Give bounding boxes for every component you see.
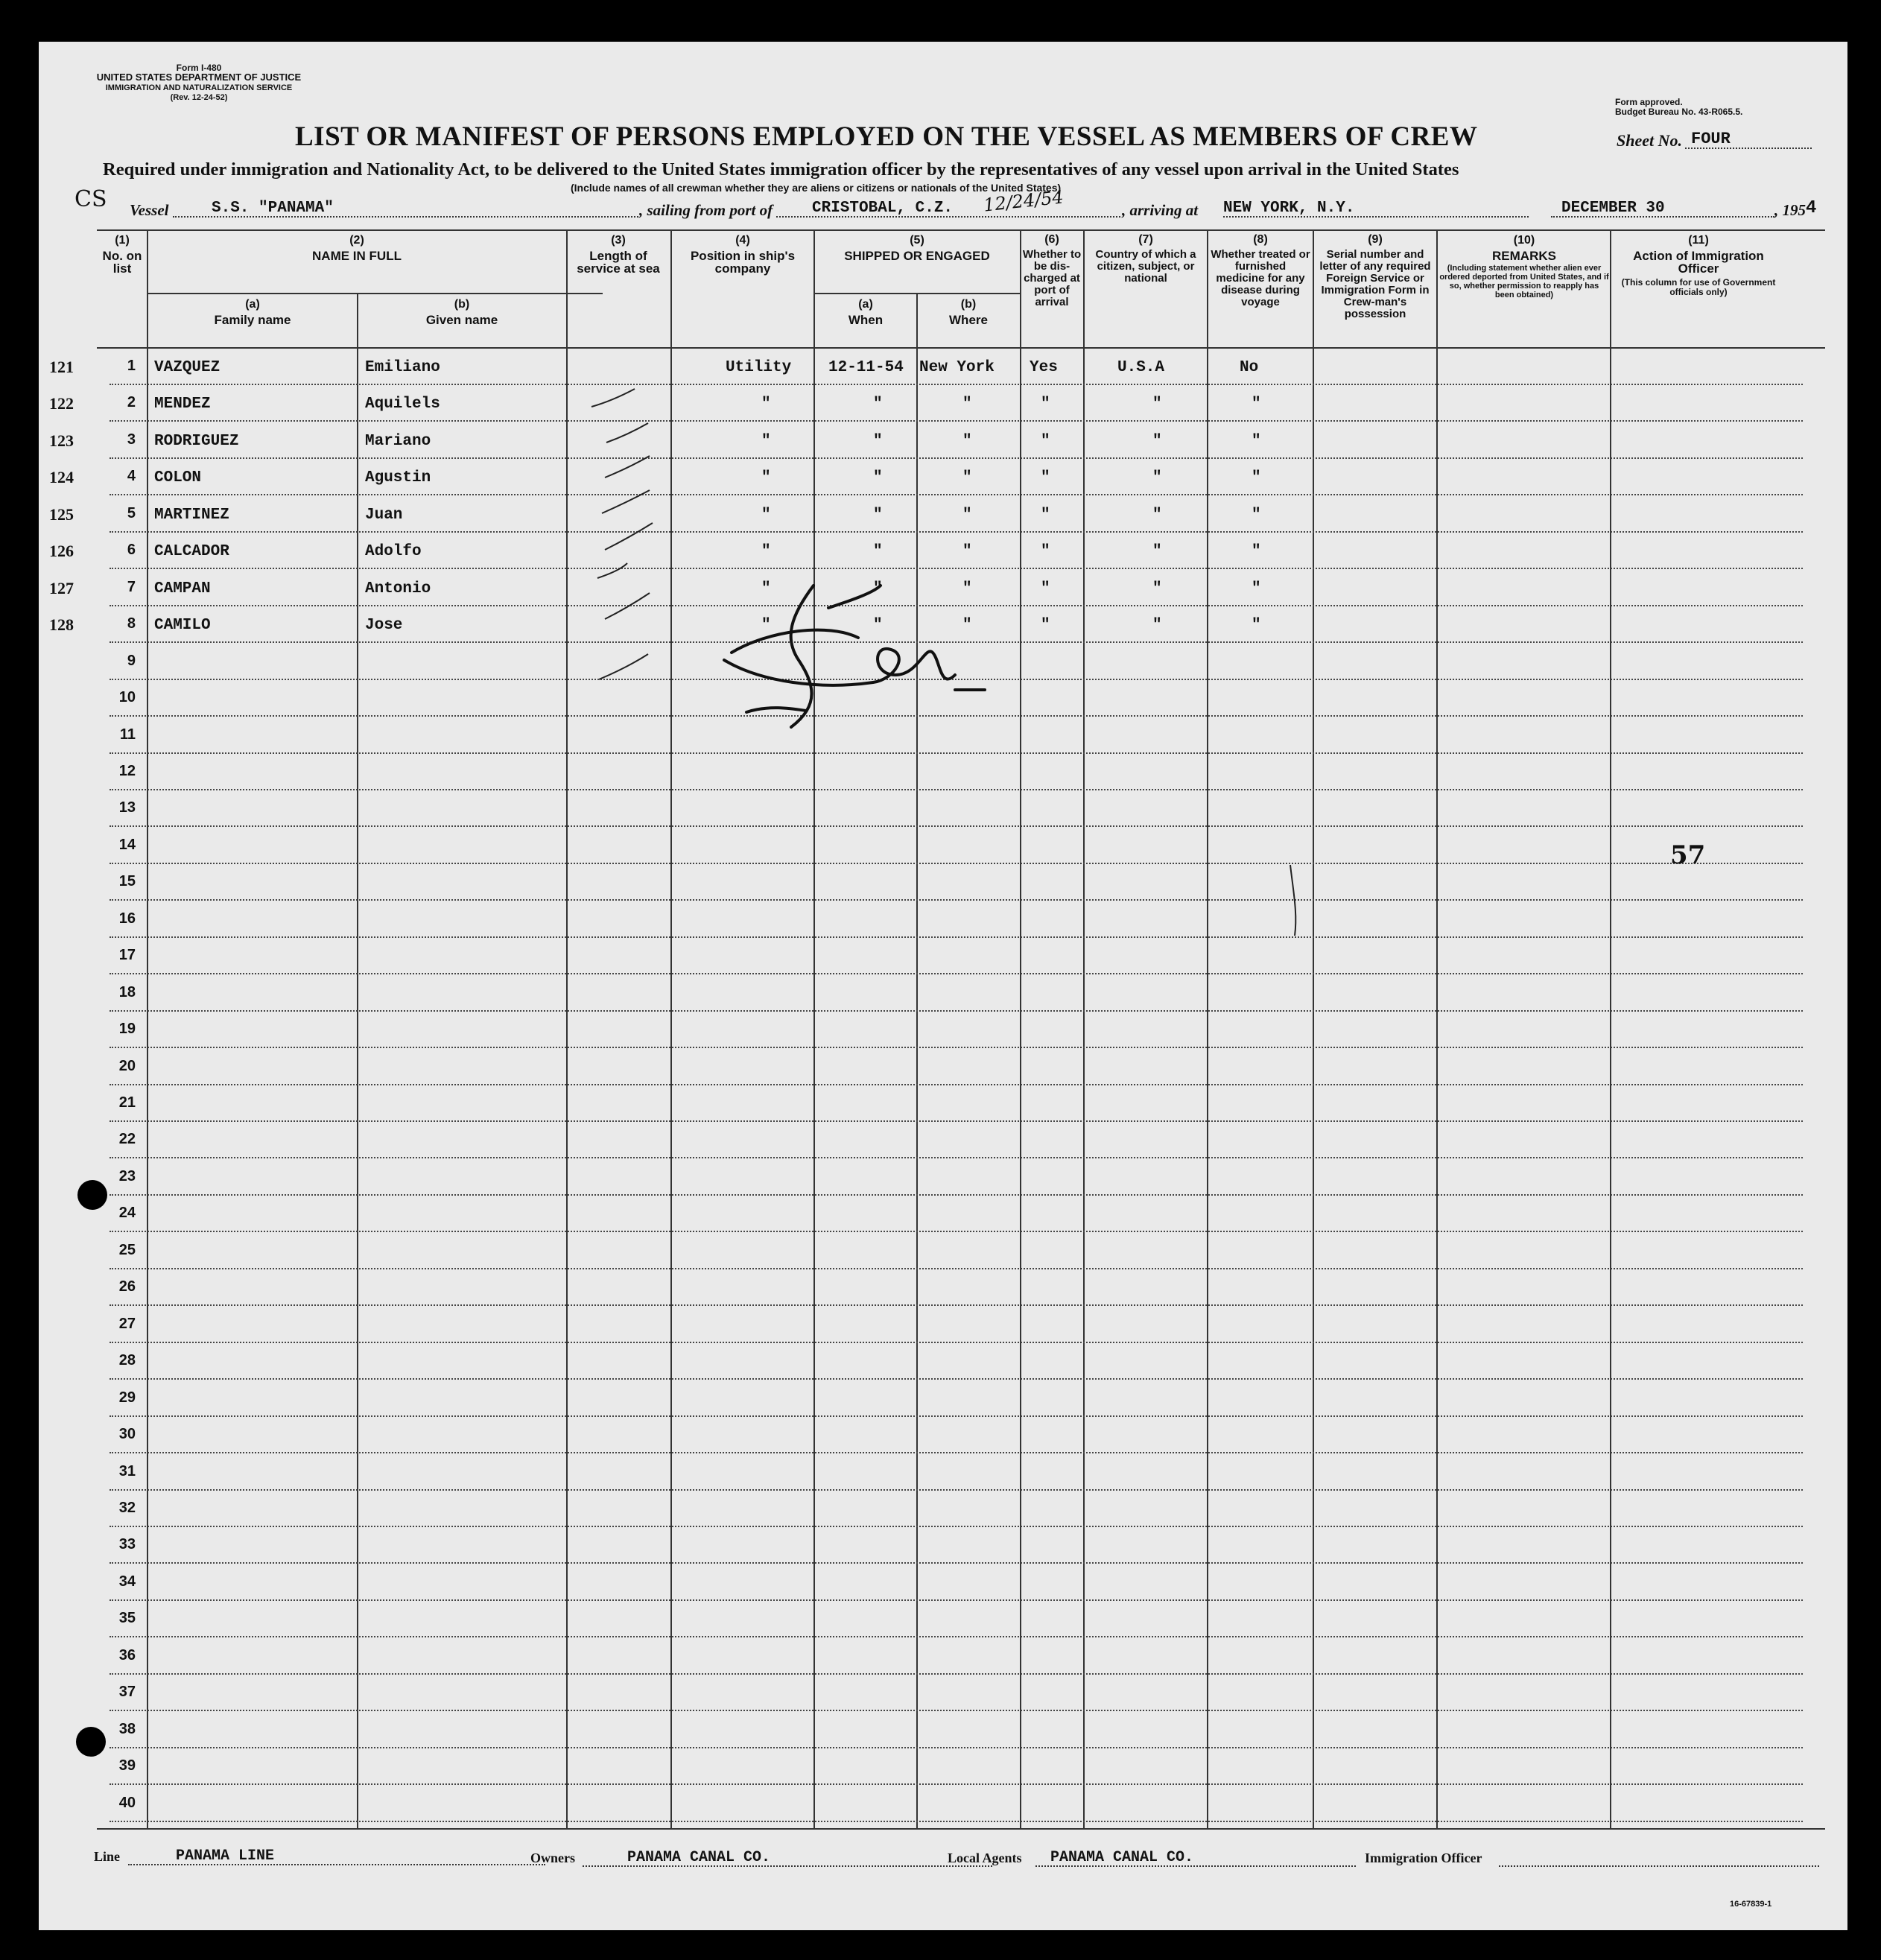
col-header-where: (b) Where <box>949 298 988 327</box>
row-number: 22 <box>118 1131 136 1148</box>
family-name-cell: RODRIGUEZ <box>154 432 239 450</box>
table-bottom-border <box>97 1828 1825 1830</box>
handwritten-sequence-number: 125 <box>49 504 74 524</box>
owners-label: Owners <box>530 1850 575 1865</box>
immigration-officer-label: Immigration Officer <box>1365 1850 1482 1865</box>
medicine-cell: " <box>1252 506 1261 524</box>
row-number: 17 <box>118 947 136 964</box>
when-cell: " <box>873 617 883 635</box>
when-cell: " <box>873 432 883 450</box>
table-row <box>39 1748 1847 1785</box>
col-header-shipped: (5) SHIPPED OR ENGAGED <box>844 234 990 263</box>
where-cell: " <box>962 506 972 524</box>
given-name-cell: Mariano <box>365 432 431 450</box>
country-cell: " <box>1152 580 1162 597</box>
row-number: 38 <box>118 1720 136 1737</box>
family-name-cell: MARTINEZ <box>154 506 229 524</box>
medicine-cell: No <box>1240 359 1259 376</box>
discharge-cell: " <box>1041 580 1050 597</box>
table-row <box>39 422 1847 459</box>
owners-value: PANAMA CANAL CO. <box>627 1849 771 1866</box>
row-number: 36 <box>118 1646 136 1664</box>
service-name: IMMIGRATION AND NATURALIZATION SERVICE <box>105 83 293 92</box>
table-row <box>39 496 1847 533</box>
family-name-cell: CAMILO <box>154 617 211 635</box>
position-cell: " <box>761 543 771 561</box>
table-row <box>39 1417 1847 1453</box>
row-number: 23 <box>118 1167 136 1184</box>
form-subtitle: Required under immigration and Nationality Act, to be delivered to the United States immigration officer by the representatives of any vessel upon arrival in the United States <box>103 159 1459 180</box>
row-number: 21 <box>118 1094 136 1111</box>
when-cell: " <box>873 506 883 524</box>
row-number: 35 <box>118 1610 136 1627</box>
position-cell: " <box>761 506 771 524</box>
family-name-cell: VAZQUEZ <box>154 359 221 376</box>
row-number: 30 <box>118 1426 136 1443</box>
year-digit: 4 <box>1806 198 1817 218</box>
row-number: 16 <box>118 910 136 927</box>
where-cell: " <box>962 617 972 635</box>
arriving-label: , arriving at <box>1122 201 1199 219</box>
table-row <box>39 1343 1847 1380</box>
col-header-no: (1) No. on list <box>102 234 142 276</box>
handwritten-sequence-number: 127 <box>49 578 74 597</box>
given-name-cell: Jose <box>365 617 403 635</box>
discharge-cell: Yes <box>1030 359 1058 376</box>
arrival-date: DECEMBER 30 <box>1561 200 1665 217</box>
given-name-cell: Aquilels <box>365 396 440 413</box>
table-row <box>39 1675 1847 1711</box>
row-number: 39 <box>118 1757 136 1775</box>
line-value: PANAMA LINE <box>176 1848 275 1865</box>
where-cell: " <box>962 469 972 487</box>
punch-hole <box>76 1727 106 1757</box>
family-name-cell: COLON <box>154 469 202 487</box>
row-number: 15 <box>118 873 136 890</box>
table-row <box>39 349 1847 385</box>
discharge-cell: " <box>1041 469 1050 487</box>
table-row <box>39 1307 1847 1343</box>
col-header-immigration-action: (11) Action of Immigration Officer (This column for use of Government officials only) <box>1621 234 1776 297</box>
given-name-cell: Juan <box>365 506 403 524</box>
row-number: 34 <box>118 1573 136 1590</box>
local-agents-label: Local Agents <box>948 1850 1022 1865</box>
table-row <box>39 1601 1847 1637</box>
margin-handwritten-mark: CS <box>74 186 107 212</box>
position-cell: " <box>761 432 771 450</box>
row-number: 9 <box>127 652 136 669</box>
when-cell: " <box>873 543 883 561</box>
where-cell: New York <box>919 359 995 376</box>
given-name-cell: Agustin <box>365 469 431 487</box>
position-cell: " <box>761 469 771 487</box>
medicine-cell: " <box>1252 432 1261 450</box>
year-prefix: , 195 <box>1774 201 1806 219</box>
country-cell: " <box>1152 396 1162 413</box>
col-header-family-name: (a) Family name <box>214 298 291 327</box>
handwritten-signature <box>702 578 1000 742</box>
form-note: (Include names of all crewman whether they are aliens or citizens or nationals of the United States) <box>571 182 1062 194</box>
row-number: 14 <box>118 836 136 853</box>
table-row <box>39 1712 1847 1748</box>
table-row <box>39 1269 1847 1306</box>
table-row <box>39 385 1847 422</box>
medicine-cell: " <box>1252 396 1261 413</box>
row-number: 5 <box>127 504 136 521</box>
row-number: 29 <box>118 1389 136 1406</box>
row-number: 32 <box>118 1499 136 1516</box>
row-number: 13 <box>118 799 136 816</box>
position-cell: Utility <box>726 359 792 376</box>
row-number: 25 <box>118 1241 136 1258</box>
row-number: 27 <box>118 1315 136 1332</box>
row-number: 40 <box>118 1794 136 1811</box>
row-number: 7 <box>127 578 136 595</box>
discharge-cell: " <box>1041 432 1050 450</box>
row-number: 11 <box>119 726 136 743</box>
sheet-label: Sheet No. <box>1617 131 1682 150</box>
handwritten-sequence-number: 124 <box>49 468 74 487</box>
col-header-remarks: (10) REMARKS (Including statement whether alien ever ordered deported from United States, and if so, whether permission to reapply has been obtained) <box>1439 234 1609 299</box>
country-cell: " <box>1152 506 1162 524</box>
table-row <box>39 1527 1847 1564</box>
col-header-serial-number: (9) Serial number and letter of any required Foreign Service or Immigration Form in Crew-man's possession <box>1319 233 1431 320</box>
row-number: 8 <box>127 615 136 632</box>
col-header-position: (4) Position in ship's company <box>690 234 796 276</box>
where-cell: " <box>962 543 972 561</box>
table-row <box>39 938 1847 974</box>
handwritten-sequence-number: 121 <box>49 358 74 376</box>
country-cell: " <box>1152 617 1162 635</box>
family-name-cell: CALCADOR <box>154 543 229 561</box>
col-header-length-of-service: (3) Length of service at sea <box>577 234 660 276</box>
where-cell: " <box>962 396 972 413</box>
row-number: 6 <box>127 542 136 559</box>
country-cell: U.S.A <box>1117 359 1165 376</box>
row-number: 26 <box>118 1278 136 1295</box>
col-header-country: (7) Country of which a citizen, subject, or national <box>1095 233 1196 285</box>
vessel-name: S.S. "PANAMA" <box>212 200 334 217</box>
table-row <box>39 864 1847 901</box>
row-number: 20 <box>118 1057 136 1074</box>
col-header-name: (2) NAME IN FULL <box>312 234 402 263</box>
stray-pen-mark <box>1275 861 1305 943</box>
row-number: 12 <box>118 762 136 779</box>
form-code: 16-67839-1 <box>1730 1900 1772 1909</box>
line-label: Line <box>94 1849 121 1864</box>
table-row <box>39 828 1847 864</box>
row-number: 28 <box>118 1352 136 1369</box>
row-number: 33 <box>118 1536 136 1553</box>
where-cell: " <box>962 580 972 597</box>
handwritten-sequence-number: 122 <box>49 394 74 413</box>
discharge-cell: " <box>1041 617 1050 635</box>
row-number: 24 <box>118 1205 136 1222</box>
table-row <box>39 790 1847 827</box>
table-row <box>39 459 1847 495</box>
when-cell: 12-11-54 <box>828 359 904 376</box>
medicine-cell: " <box>1252 580 1261 597</box>
position-cell: " <box>761 617 771 635</box>
row-separator <box>110 1821 1803 1822</box>
row-number: 10 <box>118 689 136 706</box>
row-number: 4 <box>127 468 136 485</box>
family-name-cell: CAMPAN <box>154 580 211 597</box>
row-number: 19 <box>118 1021 136 1038</box>
given-name-cell: Adolfo <box>365 543 422 561</box>
medicine-cell: " <box>1252 617 1261 635</box>
table-row <box>39 1012 1847 1048</box>
table-row <box>39 1196 1847 1232</box>
vessel-label: Vessel <box>130 201 169 219</box>
sheet-number: FOUR <box>1691 130 1731 148</box>
handwritten-sequence-number: 128 <box>49 615 74 635</box>
col-header-when: (a) When <box>848 298 884 327</box>
when-cell: " <box>873 469 883 487</box>
punch-hole <box>77 1180 107 1210</box>
department-name: UNITED STATES DEPARTMENT OF JUSTICE <box>96 72 302 83</box>
row-number: 2 <box>127 394 136 411</box>
country-cell: " <box>1152 432 1162 450</box>
arrival-port: NEW YORK, N.Y. <box>1223 200 1355 217</box>
form-approved: Form approved. <box>1615 97 1683 107</box>
local-agents-value: PANAMA CANAL CO. <box>1050 1849 1194 1866</box>
position-cell: " <box>761 580 771 597</box>
row-number: 18 <box>118 983 136 1000</box>
discharge-cell: " <box>1041 396 1050 413</box>
table-row <box>39 1085 1847 1122</box>
when-cell: " <box>873 580 883 597</box>
handwritten-number-57: 57 <box>1670 840 1706 870</box>
table-row <box>39 754 1847 790</box>
country-cell: " <box>1152 469 1162 487</box>
when-cell: " <box>873 396 883 413</box>
table-row <box>39 1786 1847 1822</box>
form-revision: (Rev. 12-24-52) <box>170 93 228 102</box>
discharge-cell: " <box>1041 543 1050 561</box>
handwritten-date: 12/24/54 <box>982 186 1065 216</box>
port-of-departure: CRISTOBAL, C.Z. <box>812 200 954 217</box>
given-name-cell: Antonio <box>365 580 431 597</box>
where-cell: " <box>962 432 972 450</box>
table-row <box>39 1454 1847 1491</box>
table-top-border <box>97 229 1825 231</box>
col-header-given-name: (b) Given name <box>425 298 498 327</box>
given-name-cell: Emiliano <box>365 359 440 376</box>
manifest-page <box>39 42 1847 1930</box>
table-row <box>39 1159 1847 1196</box>
table-row <box>39 533 1847 569</box>
row-number: 1 <box>127 358 136 374</box>
table-row <box>39 1049 1847 1085</box>
table-row <box>39 901 1847 938</box>
form-title: LIST OR MANIFEST OF PERSONS EMPLOYED ON THE VESSEL AS MEMBERS OF CREW <box>295 121 1478 152</box>
table-row <box>39 1491 1847 1527</box>
row-number: 31 <box>118 1462 136 1479</box>
col-header-discharged: (6) Whether to be dis-charged at port of arrival <box>1022 233 1082 308</box>
col-header-medicine: (8) Whether treated or furnished medicine for any disease during voyage <box>1211 233 1310 308</box>
row-number: 37 <box>118 1684 136 1701</box>
check-marks <box>560 355 679 690</box>
table-row <box>39 975 1847 1012</box>
table-row <box>39 1380 1847 1417</box>
medicine-cell: " <box>1252 543 1261 561</box>
family-name-cell: MENDEZ <box>154 396 211 413</box>
name-subheader-line <box>148 293 603 294</box>
handwritten-sequence-number: 126 <box>49 542 74 561</box>
budget-bureau: Budget Bureau No. 43-R065.5. <box>1615 107 1743 117</box>
table-row <box>39 1564 1847 1601</box>
handwritten-sequence-number: 123 <box>49 431 74 450</box>
form-number: Form I-480 <box>176 63 222 73</box>
table-row <box>39 1638 1847 1675</box>
discharge-cell: " <box>1041 506 1050 524</box>
position-cell: " <box>761 396 771 413</box>
row-number: 3 <box>127 431 136 448</box>
country-cell: " <box>1152 543 1162 561</box>
sailing-label: , sailing from port of <box>639 201 773 219</box>
table-row <box>39 1122 1847 1158</box>
table-row <box>39 1233 1847 1269</box>
medicine-cell: " <box>1252 469 1261 487</box>
